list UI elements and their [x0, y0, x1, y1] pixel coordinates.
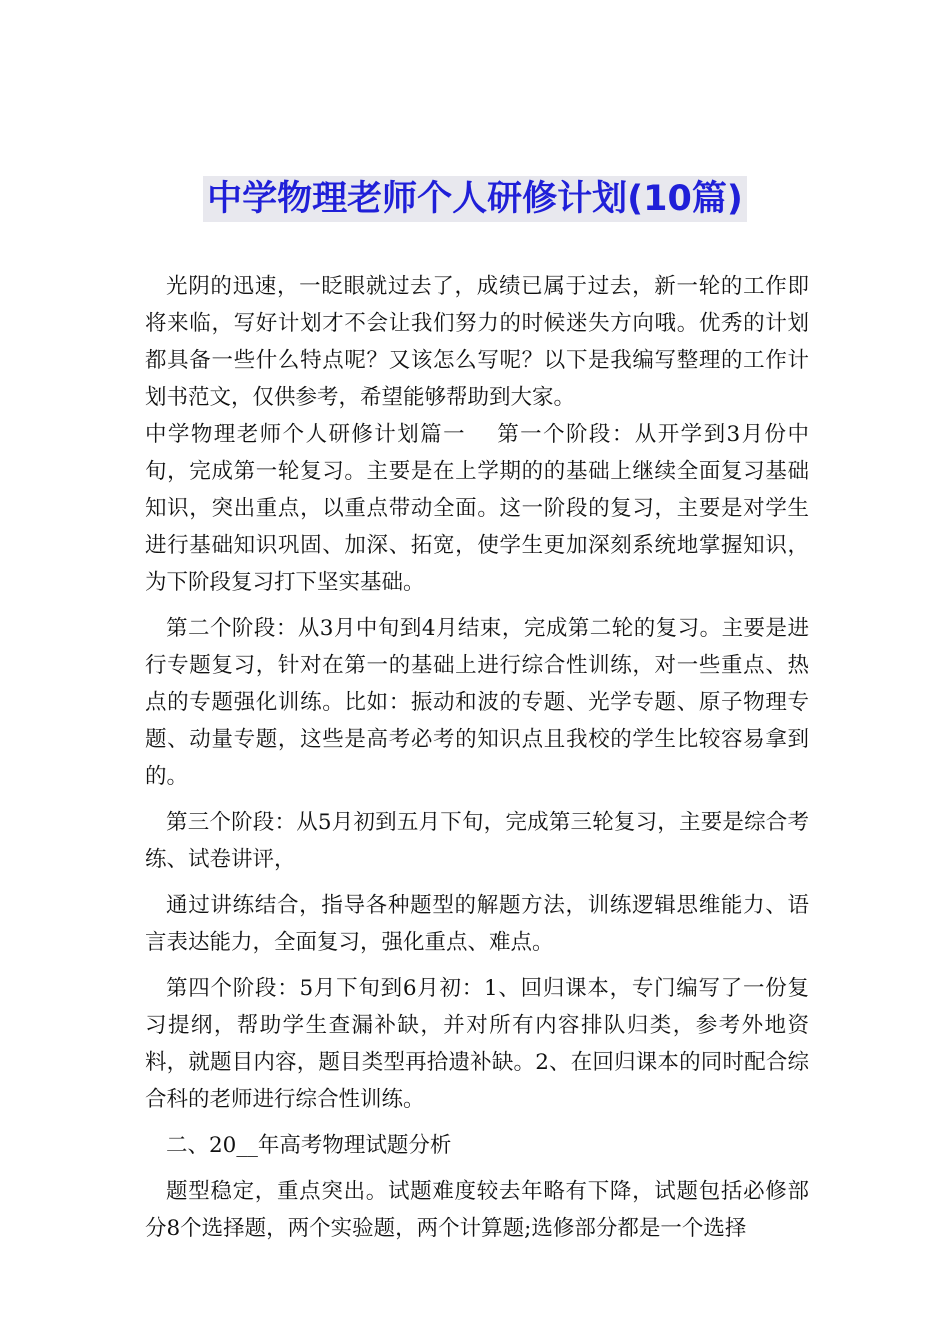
document-body: [145, 268, 809, 1247]
paragraph-intro: 光阴的迅速，一眨眼就过去了，成绩已属于过去，新一轮的工作即将来临，写好计划才不会让我们努力的时候迷失方向哦。优秀的计划都具备一些什么特点呢？又该怎么写呢？以下是我编写整理的工作计划书范文，仅供参考，希望能够帮助到大家。: [145, 274, 809, 410]
document-title: 中学物理老师个人研修计划(10篇): [203, 176, 747, 222]
paragraph-practice: 通过讲练结合，指导各种题型的解题方法，训练逻辑思维能力、语言表达能力，全面复习，强化重点、难点。: [145, 893, 809, 955]
paragraph-stage-two: 第二个阶段：从3月中旬到4月结束，完成第二轮的复习。主要是进行专题复习，针对在第一的基础上进行综合性训练，对一些重点、热点的专题强化训练。比如：振动和波的专题、光学专题、原子物理专题、动量专题，这些是高考必考的知识点且我校的学生比较容易拿到的。: [145, 616, 809, 789]
paragraph-stage-one: 中学物理老师个人研修计划篇一 第一个阶段：从开学到3月份中旬，完成第一轮复习。主要是在上学期的的基础上继续全面复习基础知识，突出重点，以重点带动全面。这一阶段的复习，主要是对学生进行基础知识巩固、加深、拓宽，使学生更加深刻系统地掌握知识，为下阶段复习打下坚实基础。: [145, 422, 809, 595]
title-container: [0, 176, 950, 222]
paragraph-exam-analysis: 题型稳定，重点突出。试题难度较去年略有下降，试题包括必修部分8个选择题，两个实验题，两个计算题;选修部分都是一个选择: [145, 1179, 809, 1241]
paragraph-stage-four: 第四个阶段：5月下旬到6月初：1、回归课本，专门编写了一份复习提纲，帮助学生查漏补缺，并对所有内容排队归类，参考外地资料，就题目内容，题目类型再拾遗补缺。2、在回归课本的同时配合综合科的老师进行综合性训练。: [145, 976, 809, 1112]
paragraph-stage-three: 第三个阶段：从5月初到五月下旬，完成第三轮复习，主要是综合考练、试卷讲评，: [145, 810, 809, 872]
section-heading-exam-analysis: 二、20__年高考物理试题分析: [166, 1133, 452, 1158]
